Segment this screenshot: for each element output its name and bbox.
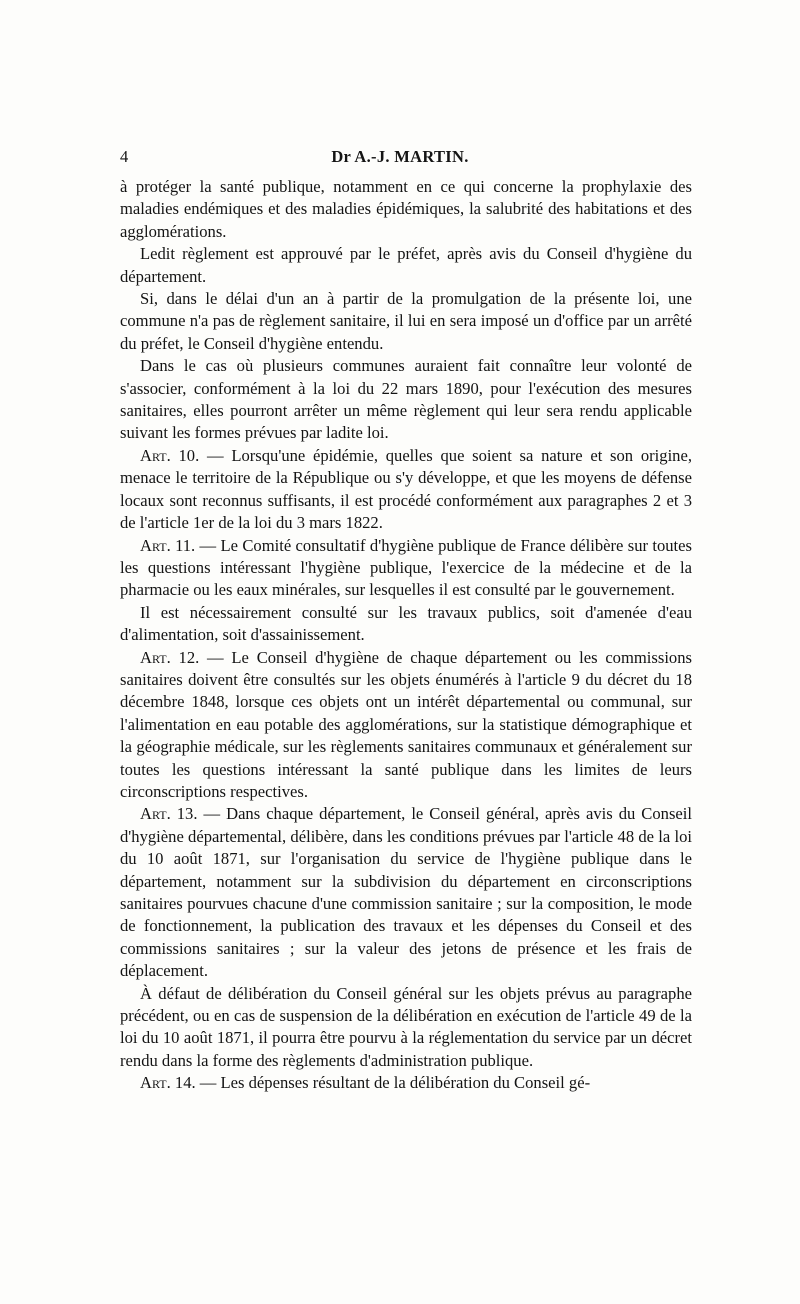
paragraph-text: Si, dans le délai d'un an à partir de la promulgation de la présente loi, une commune n'a pas de règlement sanitaire, il lui en sera imposé un d'office par un arrêté du préfet, le Conseil d'hygiène entendu.: [120, 289, 692, 353]
paragraph: [120, 355, 692, 445]
page-header: [120, 147, 680, 169]
paragraph-text: Il est nécessairement consulté sur les travaux publics, soit d'amenée d'eau d'alimentation, soit d'assainissement.: [120, 602, 692, 645]
article-label: Art. 14.: [140, 1073, 196, 1093]
paragraph: [120, 288, 692, 355]
paragraph-text: — Le Conseil d'hygiène de chaque département ou les commissions sanitaires doivent être consultés sur les objets énumérés à l'article 9 du décret du 18 décembre 1848, lorsque ces objets ont un intérêt départemental ou communal, sur l'alimentation en eau potable des agglomérations, sur la statistique démographique et la géographie médicale, sur les règlements sanitaires communaux et généralement sur toutes les questions intéressant la santé publique dans les limites de leurs circonscriptions respectives.: [120, 647, 692, 801]
article-label: Art. 12.: [140, 647, 200, 667]
paragraph-text: — Lorsqu'une épidémie, quelles que soient sa nature et son origine, menace le territoire de la République ou s'y développe, et que les moyens de défense locaux sont reconnus suffisants, il est procédé conformément aux paragraphes 2 et 3 de l'article 1er de la loi du 3 mars 1822.: [120, 445, 692, 533]
paragraph: [120, 803, 692, 982]
article-label: Art. 10.: [140, 445, 200, 465]
paragraph: [120, 445, 692, 535]
page-number: 4: [120, 147, 129, 166]
paragraph-text: — Les dépenses résultant de la délibération du Conseil gé-: [195, 1073, 591, 1093]
paragraph-text: Dans le cas où plusieurs communes auraient fait connaître leur volonté de s'associer, conformément à la loi du 22 mars 1890, pour l'exécution des mesures sanitaires, elles pourront arrêter un même règlement qui leur sera rendu applicable suivant les formes prévues par ladite loi.: [120, 356, 692, 443]
running-title: Dr A.-J. MARTIN.: [331, 147, 469, 166]
article-label: Art. 13.: [140, 804, 198, 824]
paragraph-text: — Dans chaque département, le Conseil général, après avis du Conseil d'hygiène départemental, délibère, dans les conditions prévues par l'article 48 de la loi du 10 août 1871, sur l'organisation du service de l'hygiène publique dans le département, notamment sur la subdivision du département en circonscriptions sanitaires pourvues chacune d'une commission sanitaire ; sur la composition, le mode de fonctionnement, la publication des travaux et les dépenses du Conseil et des commissions sanitaires ; sur la valeur des jetons de présence et les frais de déplacement.: [120, 804, 693, 981]
body-text: [120, 176, 692, 1095]
paragraph: [120, 176, 692, 243]
paragraph: [120, 983, 692, 1073]
paragraph: [120, 602, 692, 647]
paragraph: [120, 535, 692, 602]
paragraph: [120, 647, 692, 804]
paragraph: [120, 1072, 692, 1094]
paragraph-text: à protéger la santé publique, notamment en ce qui concerne la prophylaxie des maladies endémiques et des maladies épidémiques, la salubrité des habitations et des agglomérations.: [120, 177, 692, 241]
paragraph-text: — Le Comité consultatif d'hygiène publique de France délibère sur toutes les questions intéressant l'hygiène publique, l'exercice de la médecine et de la pharmacie ou les eaux minérales, sur lesquelles il est consulté par le gouvernement.: [120, 535, 692, 600]
paragraph-text: À défaut de délibération du Conseil général sur les objets prévus au paragraphe précédent, ou en cas de suspension de la délibération en exécution de l'article 49 de la loi du 10 août 1871, il pourra être pourvu à la réglementation du service par un décret rendu dans la forme des règlements d'administration publique.: [120, 983, 692, 1070]
paragraph-text: Ledit règlement est approuvé par le préfet, après avis du Conseil d'hygiène du département.: [120, 244, 692, 286]
article-label: Art. 11.: [140, 535, 196, 555]
paragraph: [120, 243, 692, 288]
